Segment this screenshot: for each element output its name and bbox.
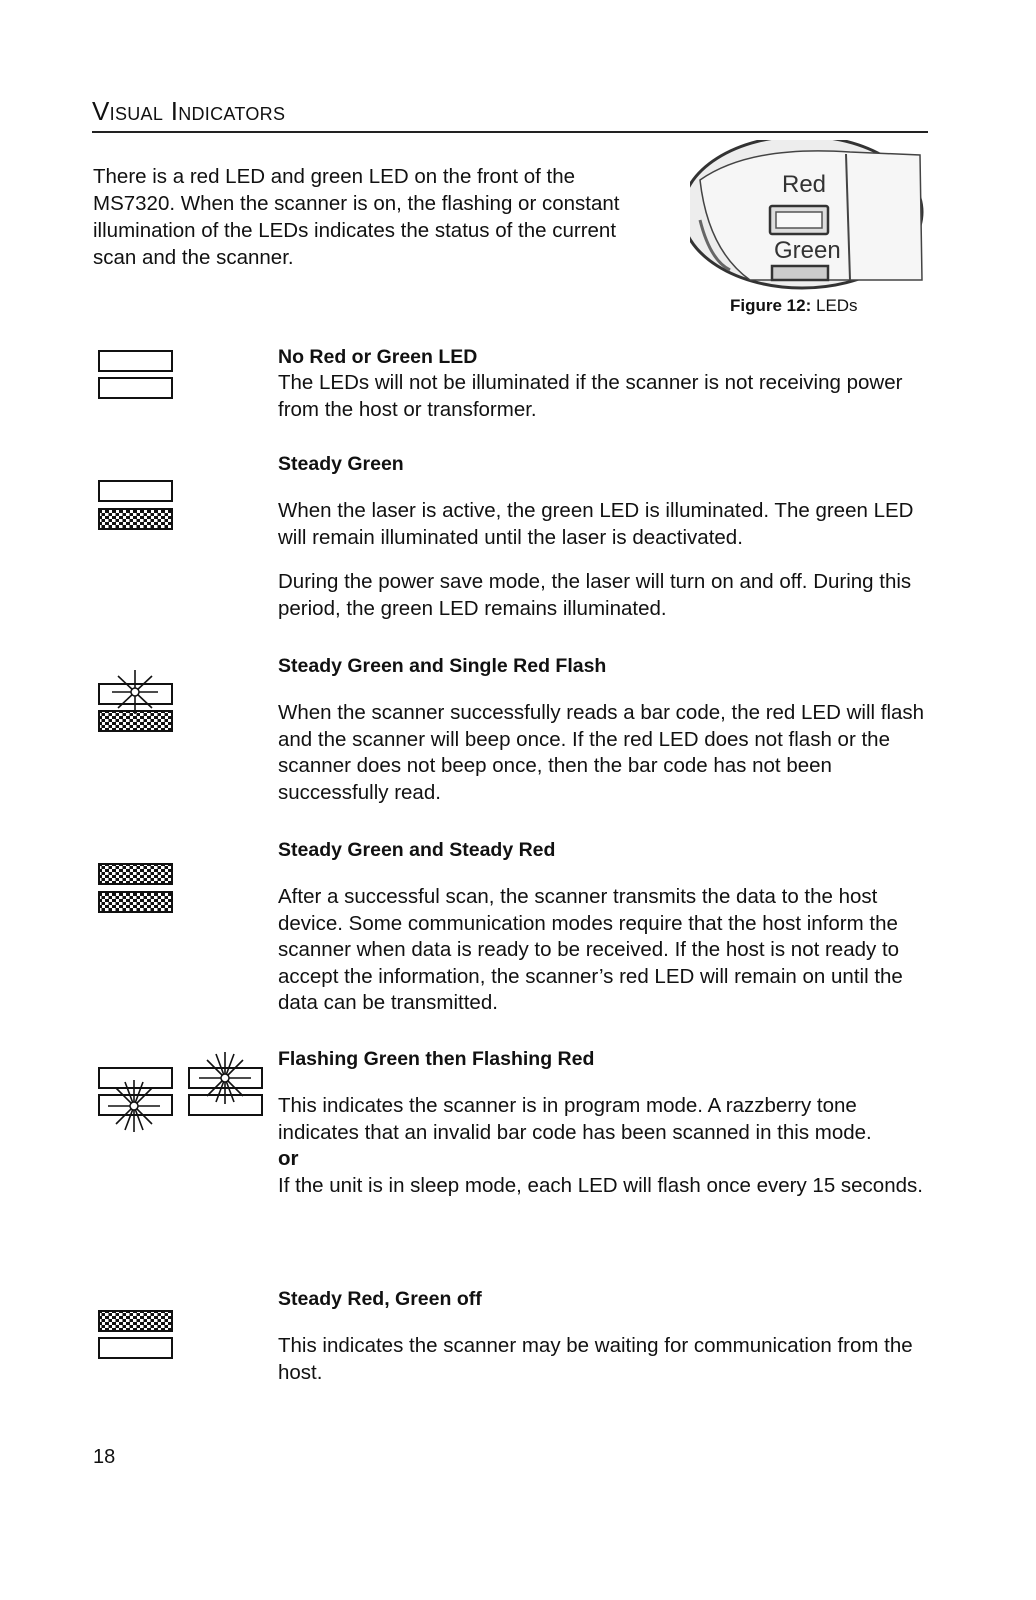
section-both-steady (278, 837, 938, 1017)
section-text: After a successful scan, the scanner transmits the data to the host device. Some communication modes require that the host inform the scanner when data is ready to be received. If the host is not ready to accept the information, the scanner’s red LED will remain on until the data can be transmitted. (278, 885, 903, 1014)
green-steady-icon (98, 480, 174, 532)
section-flashing (278, 1046, 938, 1199)
red-flash-green-steady-icon (98, 668, 174, 734)
section-text: The LEDs will not be illuminated if the scanner is not receiving power from the host or transformer. (278, 371, 903, 421)
photo-green-label: Green (774, 237, 841, 264)
section-text: When the laser is active, the green LED is illuminated. The green LED will remain illuminated until the laser is deactivated. (278, 499, 914, 549)
section-text: If the unit is in sleep mode, each LED will flash once every 15 seconds. (278, 1173, 923, 1197)
section-text: This indicates the scanner may be waiting for communication from the host. (278, 1334, 913, 1384)
page-title: Visual Indicators (92, 96, 928, 133)
section-green-red-flash (278, 653, 938, 806)
section-steady-green (278, 451, 938, 622)
section-heading: Steady Green and Steady Red (278, 839, 556, 861)
section-text: This indicates the scanner is in program mode. A razzberry tone indicates that an invalid bar code has been scanned in this mode. (278, 1094, 872, 1144)
page-number: 18 (93, 1446, 116, 1468)
photo-red-label: Red (782, 171, 827, 198)
section-text: During the power save mode, the laser will turn on and off. During this period, the green LED remains illuminated. (278, 570, 912, 620)
intro-text: There is a red LED and green LED on the front of the MS7320. When the scanner is on, the flashing or constant illumination of the LEDs indicates the status of the current scan and the scanner. (93, 165, 620, 269)
figure-caption (730, 296, 858, 316)
led-photo (690, 140, 930, 290)
both-leds-off-icon (98, 350, 174, 402)
figure-label: Figure 12: (730, 296, 812, 315)
figure-caption-text: LEDs (815, 296, 858, 315)
section-heading: Steady Red, Green off (278, 1288, 482, 1310)
alternating-flash-icon (98, 1050, 268, 1135)
section-heading: No Red or Green LED (278, 346, 478, 368)
section-red-steady (278, 1286, 938, 1386)
red-steady-green-off-icon (98, 1310, 174, 1362)
section-no-led (278, 344, 938, 423)
both-leds-steady-icon (98, 863, 174, 915)
section-heading: Flashing Green then Flashing Red (278, 1048, 595, 1070)
or-separator: or (278, 1147, 299, 1170)
section-heading: Steady Green and Single Red Flash (278, 655, 607, 677)
section-text: When the scanner successfully reads a bar code, the red LED will flash and the scanner will beep once. If the red LED does not flash or the scanner does not beep once, then the bar code has not been successfully read. (278, 701, 925, 804)
section-heading: Steady Green (278, 453, 404, 475)
